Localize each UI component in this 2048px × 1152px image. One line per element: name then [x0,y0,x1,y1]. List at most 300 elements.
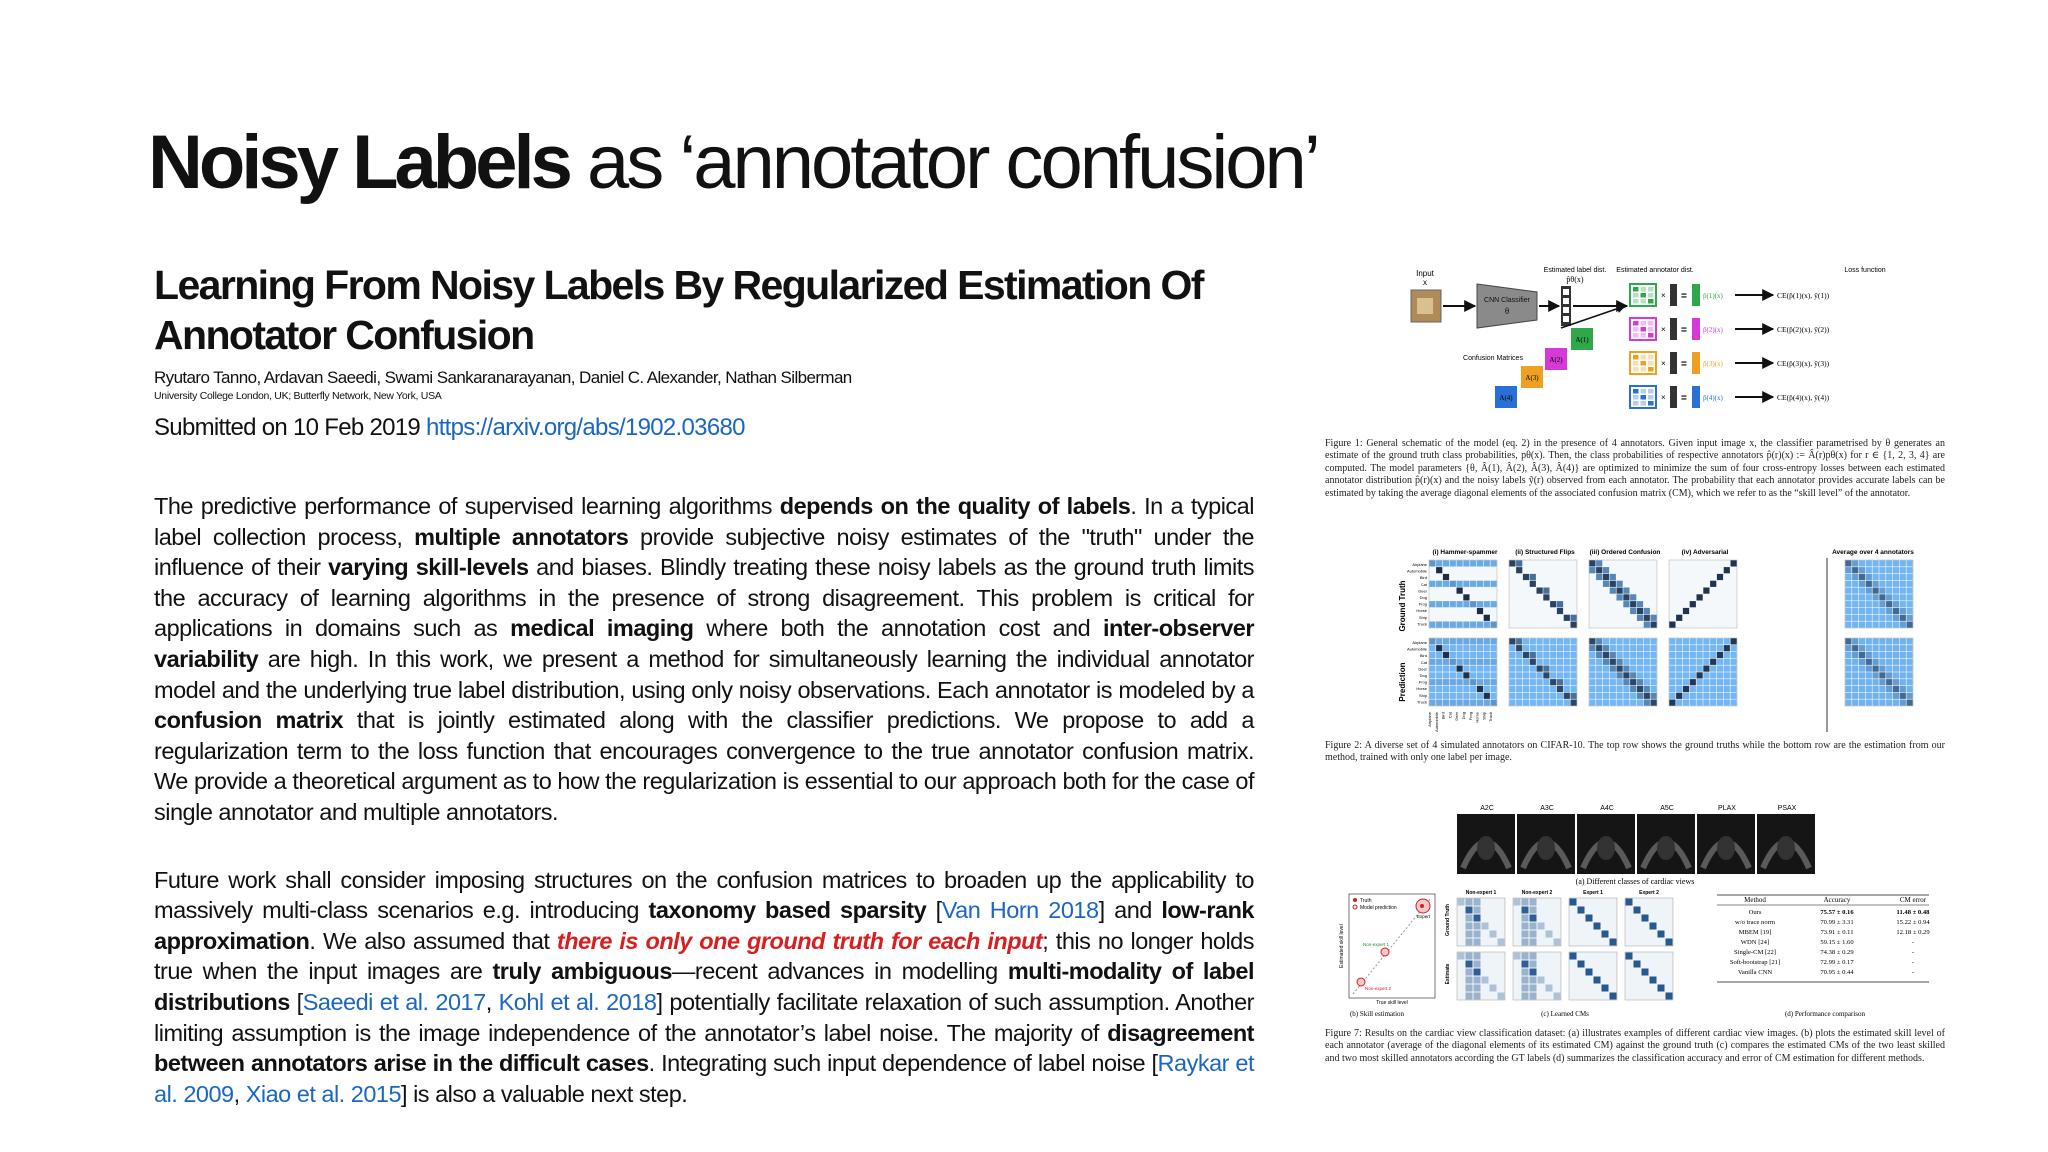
output-label: p̂(1)(x) [1703,292,1723,300]
fig2-class-label: Horse [1416,686,1427,692]
learned-cm [1625,952,1673,1000]
fig2-cell [1900,567,1906,573]
fig2-cell [1509,659,1515,665]
future-text: , [233,1080,246,1107]
fig2-cell [1516,638,1522,644]
fig2-cell [1724,666,1730,672]
fig2-cell [1731,679,1737,685]
fig2-cell [1470,560,1476,566]
fig2-cell [1873,666,1879,672]
output-label: p̂(4)(x) [1703,394,1723,402]
fig2-cell [1630,700,1636,706]
equals-sign: = [1681,393,1687,404]
fig2-cell [1491,560,1497,566]
fig2-cell [1907,693,1913,699]
fig2-cell [1450,686,1456,692]
fig2-cell [1543,672,1549,678]
fig2-cell [1669,652,1675,658]
table-cell: Ours [1748,909,1762,916]
fig2-cell [1543,659,1549,665]
learned-cm-cell [1658,985,1665,992]
fig2-cell [1637,700,1643,706]
fig2-cell [1651,659,1657,665]
nonexpert2-cluster [1357,978,1365,986]
matrix-cell [1641,401,1647,406]
learned-cm-cell [1466,953,1473,960]
fig2-cell [1651,638,1657,644]
fig2-cell [1651,666,1657,672]
matrix-cell [1641,389,1647,394]
fig2-cell [1537,700,1543,706]
label-nonexpert1: Non-expert 1 [1363,942,1390,947]
fig2-cell [1610,581,1616,587]
fig2-cell [1509,672,1515,678]
fig2-cell [1637,645,1643,651]
fig2-cell [1630,659,1636,665]
learned-cm-cell [1530,961,1537,968]
fig2-cell [1630,601,1636,607]
fig2-cell [1543,645,1549,651]
fig2-class-label: Cat [1420,659,1427,665]
fig2-cell [1845,638,1851,644]
fig2-cell [1530,574,1536,580]
fig2-cell [1893,588,1899,594]
label-nonexpert2: Non-expert 2 [1365,986,1392,991]
fig2-cell [1676,693,1682,699]
fig2-cell [1603,679,1609,685]
fig2-cell [1617,645,1623,651]
learned-cm-cell [1474,969,1481,976]
fig2-cell [1450,666,1456,672]
fig2-cell [1537,672,1543,678]
loss-term: CE(p̂(3)(x), ỹ(3)) [1777,359,1830,368]
fig2-cell [1564,686,1570,692]
learned-cm [1569,952,1617,1000]
fig2-cell [1907,615,1913,621]
fig2-cell [1450,652,1456,658]
fig2-cell [1470,652,1476,658]
table-cell: 74.38 ± 0.29 [1820,949,1854,956]
learned-cm-cell [1578,961,1585,968]
legend-truth: Truth [1360,898,1372,904]
fig2-cell [1900,672,1906,678]
learned-cm-cell [1474,915,1481,922]
fig2-cell [1623,672,1629,678]
fig2-cell [1697,659,1703,665]
citation-link[interactable]: Raykar et al. 2009 [154,1050,1254,1107]
fig2-cell [1703,693,1709,699]
fig2-cell [1491,581,1497,587]
learned-cm-cell [1466,915,1473,922]
matrix-cell [1641,395,1647,400]
fig2-cell [1859,652,1865,658]
fig2-cell [1491,659,1497,665]
fig2-matrix [1429,560,1497,628]
arxiv-link[interactable]: https://arxiv.org/abs/1902.03680 [426,414,745,441]
fig2-cell [1477,601,1483,607]
cm-title: Expert 1 [1583,890,1603,896]
fig2-cell [1683,638,1689,644]
fig2-col-title: (i) Hammer-spammer [1432,549,1498,556]
fig2-cell [1589,672,1595,678]
fig2-cell [1470,693,1476,699]
fig2-matrix-grid [1407,560,1913,732]
fig2-cell [1610,638,1616,644]
fig2-cell [1886,645,1892,651]
equals-sign: = [1681,325,1687,336]
abstract-text: where both the annotation cost and [693,615,1103,642]
matrix-cell [1648,327,1654,332]
fig2-cell [1516,693,1522,699]
output-vector [1692,352,1700,374]
fig2-cell [1886,581,1892,587]
cnn-label: CNN Classifier [1484,297,1530,304]
fig2-cell [1477,560,1483,566]
fig2-cell [1637,659,1643,665]
fig2-cell [1852,615,1858,621]
fig2-cell [1436,666,1442,672]
fig2-matrix [1845,560,1913,628]
annotator-row-1 [1630,284,1830,306]
matrix-cell [1648,333,1654,338]
fig2-cell [1450,638,1456,644]
fig2-cell [1697,679,1703,685]
fig2-cell [1557,679,1563,685]
fig2-cell [1443,659,1449,665]
fig2-cell [1886,693,1892,699]
fig2-cell [1866,666,1872,672]
fig2-cell [1436,672,1442,678]
fig2-cell [1603,652,1609,658]
fig2-cell [1443,645,1449,651]
fig2-cell [1443,622,1449,628]
fig2-cell [1623,601,1629,607]
fig2-cell [1731,638,1737,644]
fig2-cell [1443,700,1449,706]
fig2-cell [1509,693,1515,699]
fig2-cell [1683,700,1689,706]
fig2-cell [1717,666,1723,672]
fig2-cell [1550,679,1556,685]
abstract-text: . In a typical label collection process, [154,493,1254,550]
fig2-class-label: Dog [1419,595,1427,600]
future-text: ] and [1098,897,1162,924]
fig2-cell [1907,686,1913,692]
learned-cm-cell [1498,939,1505,946]
fig2-cell [1470,581,1476,587]
fig2-cell [1484,560,1490,566]
fig2-cell [1523,638,1529,644]
fig2-cell [1603,638,1609,644]
fig2-cell [1564,666,1570,672]
fig2-cell [1623,659,1629,665]
future-highlight: disagreement between annotators arise in the difficult cases [154,1019,1254,1077]
fig2-cell [1463,560,1469,566]
fig2-cell [1443,560,1449,566]
fig2-cell [1596,567,1602,573]
table-cell: - [1911,939,1915,946]
cardiac-view-label: A4C [1600,805,1614,812]
fig2-cell [1509,700,1515,706]
learned-cm-cell [1554,939,1561,946]
fig2-cell [1676,672,1682,678]
fig2-cell [1873,574,1879,580]
matrix-cell [1648,367,1654,372]
fig2-cell [1564,645,1570,651]
learned-cm-cell [1474,977,1481,984]
fig2-cell [1596,645,1602,651]
learned-cm-cell [1530,923,1537,930]
fig2-cell [1443,581,1449,587]
fig2-cell [1852,622,1858,628]
fig2-cell [1690,659,1696,665]
future-text: ; this no longer holds true when the input images are [154,927,1255,985]
fig2-cell [1907,588,1913,594]
fig2-cell [1676,686,1682,692]
fig2-cell [1596,574,1602,580]
fig2-cell [1557,601,1563,607]
fig2-cell [1564,652,1570,658]
fig2-cell [1491,693,1497,699]
fig2-cell [1457,652,1463,658]
fig2-cell [1470,672,1476,678]
fig2-cell [1683,686,1689,692]
fig2-cell [1617,679,1623,685]
learned-cm-cell [1530,977,1537,984]
ultrasound-chamber [1477,836,1495,860]
ultrasound-chamber [1717,836,1735,860]
fig2-cell [1571,666,1577,672]
fig2-cell [1603,686,1609,692]
times-sign: × [1661,393,1666,402]
learned-cm-cell [1530,939,1537,946]
fig2-cell [1866,679,1872,685]
fig2-cell [1596,638,1602,644]
fig2-cell [1724,659,1730,665]
fig2-matrix [1589,638,1657,706]
learned-cm-cell [1586,915,1593,922]
paper-text-column [154,260,1254,1109]
fig2-cell [1710,672,1716,678]
fig2-cell [1470,666,1476,672]
fig2-cell [1703,645,1709,651]
conf-matrix-label: A(4) [1499,394,1513,402]
fig2-cell [1457,700,1463,706]
fig2-cell [1900,608,1906,614]
fig2-cell [1516,659,1522,665]
fig2-cell [1436,567,1442,573]
fig2-cell [1477,672,1483,678]
fig2-cell [1907,700,1913,706]
fig2-col-title: (iii) Ordered Confusion [1589,549,1661,556]
learned-cm-cell [1522,953,1529,960]
fig2-cell [1873,622,1879,628]
fig2-cell [1463,672,1469,678]
fig2-cell [1516,652,1522,658]
fig2-cell [1491,601,1497,607]
fig2-cell [1859,622,1865,628]
fig2-cell [1866,594,1872,600]
matrix-cell [1641,327,1647,332]
fig2-cell [1866,638,1872,644]
fig2-cell [1543,594,1549,600]
fig2-cell [1530,581,1536,587]
fig2-cell [1866,588,1872,594]
table-cell: 70.95 ± 0.44 [1820,969,1854,976]
fig2-cell [1879,622,1885,628]
citation-link[interactable]: Xiao et al. 2015 [245,1080,402,1107]
fig2-cell [1603,659,1609,665]
learned-cm-cell [1570,899,1577,906]
fig2-cell [1523,679,1529,685]
fig2-cell [1651,686,1657,692]
fig2-cell [1710,581,1716,587]
fig2-cell [1610,700,1616,706]
ultrasound-chamber [1657,836,1675,860]
fig2-cell [1669,700,1675,706]
fig2-cell [1610,686,1616,692]
learned-cm-cell [1610,939,1617,946]
fig2-cell [1644,666,1650,672]
fig2-cell [1477,581,1483,587]
fig2-cell [1852,581,1858,587]
fig2-cell [1669,686,1675,692]
fig2-cell [1731,686,1737,692]
fig2-class-label-x: Bird [1440,712,1446,720]
fig2-cell [1571,622,1577,628]
fig2-cell [1470,645,1476,651]
fig2-cell [1603,666,1609,672]
learned-cm-cell [1530,899,1537,906]
fig2-cell [1484,679,1490,685]
fig2-cell [1845,666,1851,672]
fig2-cell [1683,666,1689,672]
fig2-cell [1697,645,1703,651]
learned-cm [1625,898,1673,946]
fig2-cell [1523,672,1529,678]
fig2-cell [1564,615,1570,621]
fig2-cell [1893,679,1899,685]
fig2-cell [1852,560,1858,566]
fig2-cell [1450,645,1456,651]
fig2-cell [1429,686,1435,692]
fig2-cell [1644,659,1650,665]
learned-cm-cell [1530,985,1537,992]
learned-cm-cell [1474,907,1481,914]
fig2-cell [1845,645,1851,651]
fig2-class-label: Bird [1419,575,1427,581]
fig2-cell [1866,686,1872,692]
learned-cm-cell [1650,977,1657,984]
fig2-cell [1893,638,1899,644]
table-cell: MBEM [19] [1738,929,1772,936]
fig2-cell [1873,567,1879,573]
fig2-cell [1477,638,1483,644]
citation-link[interactable]: Saeedi et al. 2017 [302,988,486,1015]
annotator-row-4 [1630,386,1830,408]
fig2-cell [1866,560,1872,566]
fig2-cell [1610,672,1616,678]
fig2-cell [1484,686,1490,692]
fig2-cell [1683,608,1689,614]
fig2-cell [1859,686,1865,692]
fig2-cell [1429,652,1435,658]
fig1-annotator-rows [1630,284,1830,408]
fig2-cell [1893,686,1899,692]
learned-cm-cell [1498,993,1505,1000]
fig2-cell [1537,645,1543,651]
fig2-cell [1630,608,1636,614]
learned-cm-cell [1610,993,1617,1000]
fig2-cell [1886,560,1892,566]
future-text: ] potentially facilitate relaxation of such assumption. Another limiting assumption is the image independence of the annotator’s label noise. The majority of [154,988,1254,1046]
fig2-cell [1596,679,1602,685]
slide-title [148,118,1318,208]
fig2-cell [1893,700,1899,706]
fig2-cell [1859,638,1865,644]
matrix-cell [1648,389,1654,394]
fig2-cell [1731,560,1737,566]
fig2-cell [1866,601,1872,607]
learned-cm-cell [1634,907,1641,914]
fig2-cell [1564,679,1570,685]
citation-link[interactable]: Kohl et al. 2018 [498,988,657,1015]
fig2-cell [1866,608,1872,614]
fig2-cell [1457,601,1463,607]
fig2-cell [1873,645,1879,651]
fig2-cell [1900,622,1906,628]
fig2-cell [1470,700,1476,706]
fig2-class-label: Automobile [1406,646,1427,652]
fig2-cell [1491,622,1497,628]
cardiac-view-label: A5C [1660,805,1674,812]
fig2-cell [1907,601,1913,607]
fig2-cell [1530,679,1536,685]
future-text: . We also assumed that [309,927,557,954]
fig2-cell [1537,588,1543,594]
fig2-cell [1429,560,1435,566]
fig2-cell [1859,594,1865,600]
cm-title: Non-expert 2 [1521,890,1553,896]
fig2-cell [1429,693,1435,699]
fig2-cell [1893,672,1899,678]
learned-cm [1457,952,1505,1000]
fig2-cell [1845,588,1851,594]
learned-cm-cell [1490,931,1497,938]
fig2-cell [1900,679,1906,685]
fig2-cell [1724,672,1730,678]
fig2-cell [1543,666,1549,672]
fig2-cell [1557,693,1563,699]
citation-link[interactable]: Van Horn 2018 [941,897,1099,924]
learned-cm-cell [1466,923,1473,930]
fig2-cell [1596,659,1602,665]
fig2-cell [1852,686,1858,692]
fig2-cell [1450,560,1456,566]
fig2-cell [1457,679,1463,685]
fig2-cell [1879,686,1885,692]
fig2-cell [1717,672,1723,678]
fig2-cell [1683,693,1689,699]
fig2-cell [1550,666,1556,672]
fig2-cell [1907,560,1913,566]
fig2-cell [1690,638,1696,644]
fig2-cell [1893,645,1899,651]
fig2-cell [1866,700,1872,706]
figure-2-confusion-grid [1325,544,1945,736]
fig2-cell [1651,672,1657,678]
fig2-cell [1710,638,1716,644]
